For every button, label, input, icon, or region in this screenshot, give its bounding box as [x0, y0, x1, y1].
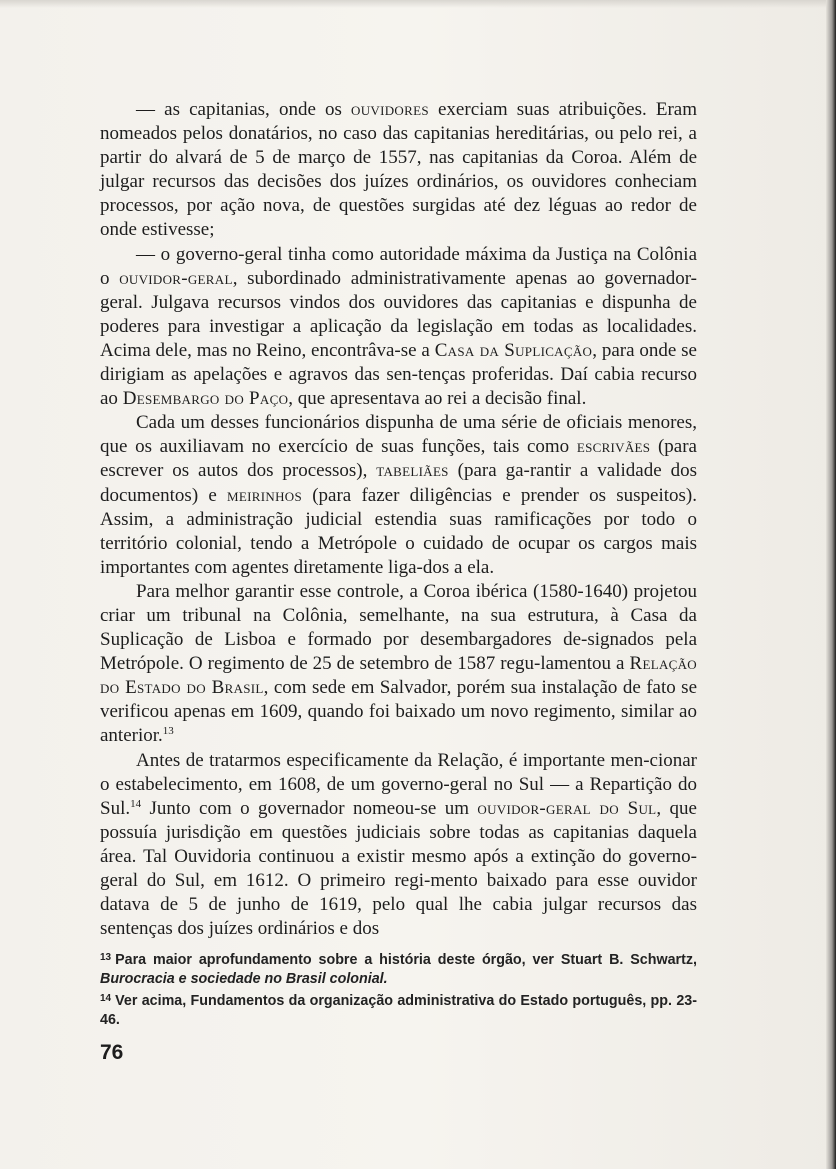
- text-run: exerciam suas atribuições. Eram nomeados pelos donatários, no caso das capitanias hereditárias, ou pelo rei, a partir do alvará de 5 de março de 1557, nas capitanias da Coroa. Além de julgar recursos das decisões dos juízes ordinários, os ouvidores conheciam processos, por ação nova, de questões surgidas até dez léguas ao redor de onde estivesse;: [100, 99, 697, 241]
- small-caps-term: meirinhos: [227, 484, 302, 506]
- text-run: (para fazer diligências e prender os suspeitos). Assim, a administração judicial estendia suas ramificações por todo o território colonial, tendo a Metrópole o cuidado de ocupar os cargos mais importantes com agentes diretamente liga-dos a ela.: [100, 484, 697, 578]
- text-run: Junto com o governador nomeou-se um: [141, 797, 478, 819]
- text-run: Ver acima, Fundamentos da organização administrativa do Estado português, pp. 23-46.: [100, 993, 697, 1028]
- small-caps-term: tabeliães: [376, 460, 449, 482]
- paragraph-p5: [100, 749, 697, 942]
- footnote-number: 14: [100, 993, 112, 1004]
- text-run: Antes de tratarmos especificamente da Relação, é importante men-cionar o estabelecimento, em 1608, de um governo-geral no Sul — a Repartição do Sul.: [100, 749, 697, 819]
- text-run: (para escrever os autos dos processos),: [100, 436, 697, 482]
- footnotes: [100, 948, 697, 1030]
- small-caps-term: ouvidor-geral: [119, 267, 233, 289]
- top-shadow: [0, 0, 836, 8]
- italic-title: Burocracia e sociedade no Brasil colonial.: [100, 971, 388, 987]
- body-text: [100, 98, 697, 941]
- text-run: Cada um desses funcionários dispunha de uma série de oficiais menores, que os auxiliavam no exercício de suas funções, tais como: [100, 412, 697, 458]
- paragraph-p2: [100, 243, 697, 412]
- footnote-13: [100, 948, 697, 989]
- footnote-ref: 13: [162, 725, 174, 738]
- small-caps-term: Relação do Estado do Brasil: [100, 653, 697, 699]
- page-edge-shadow: [826, 0, 836, 1169]
- small-caps-term: ouvidores: [351, 99, 429, 120]
- footnote-14: [100, 989, 697, 1030]
- small-caps-term: escrivães: [576, 436, 651, 458]
- text-run: , subordinado administrativamente apenas ao governador-geral. Julgava recursos vindos dos ouvidores das capitanias e dispunha de poderes para investigar a aplicação da legislação em todas as localidades. Acima dele, mas no Reino, encontrâva-se a: [100, 267, 697, 361]
- paragraph-p1: [100, 98, 697, 243]
- small-caps-term: Desembargo do Paço: [122, 388, 289, 410]
- paragraph-p4: [100, 580, 697, 749]
- text-run: — o governo-geral tinha como autoridade máxima da Justiça na Colônia o: [100, 243, 697, 289]
- page-number: 76: [100, 1041, 124, 1064]
- small-caps-term: Casa da Suplicação: [434, 339, 593, 361]
- text-run: (para ga-rantir a validade dos documentos) e: [100, 460, 697, 506]
- text-run: , com sede em Salvador, porém sua instalação de fato se verificou apenas em 1609, quando foi baixado um novo regimento, similar ao anterior.: [100, 677, 698, 747]
- footnote-ref: 14: [130, 797, 142, 810]
- text-run: , que possuía jurisdição em questões judiciais sobre todas as capitanias daquela área. Tal Ouvidoria continuou a existir mesmo após a extinção do governo-geral do Sul, em 1612. O primeiro regi-mento baixado para esse ouvidor datava de 5 de junho de 1619, pelo qual lhe cabia julgar recursos das sentenças dos juízes ordinários e dos: [100, 797, 697, 940]
- footnote-number: 13: [100, 952, 112, 963]
- text-run: Para melhor garantir esse controle, a Coroa ibérica (1580-1640) projetou criar um tribunal na Colônia, semelhante, na sua estrutura, à Casa da Suplicação de Lisboa e formado por desembargadores de-signados pela Metrópole. O regimento de 25 de setembro de 1587 regu-lamentou a: [100, 580, 697, 675]
- text-run: Para maior aprofundamento sobre a história deste órgão, ver Stuart B. Schwartz,: [115, 952, 697, 968]
- small-caps-term: ouvidor-geral do Sul: [477, 797, 657, 819]
- text-run: , que apresentava ao rei a decisão final.: [288, 388, 587, 410]
- paragraph-p3: [100, 411, 697, 580]
- text-run: , para onde se dirigiam as apelações e agravos das sen-tenças proferidas. Daí cabia recurso ao: [100, 339, 697, 410]
- text-run: — as capitanias, onde os: [136, 99, 352, 120]
